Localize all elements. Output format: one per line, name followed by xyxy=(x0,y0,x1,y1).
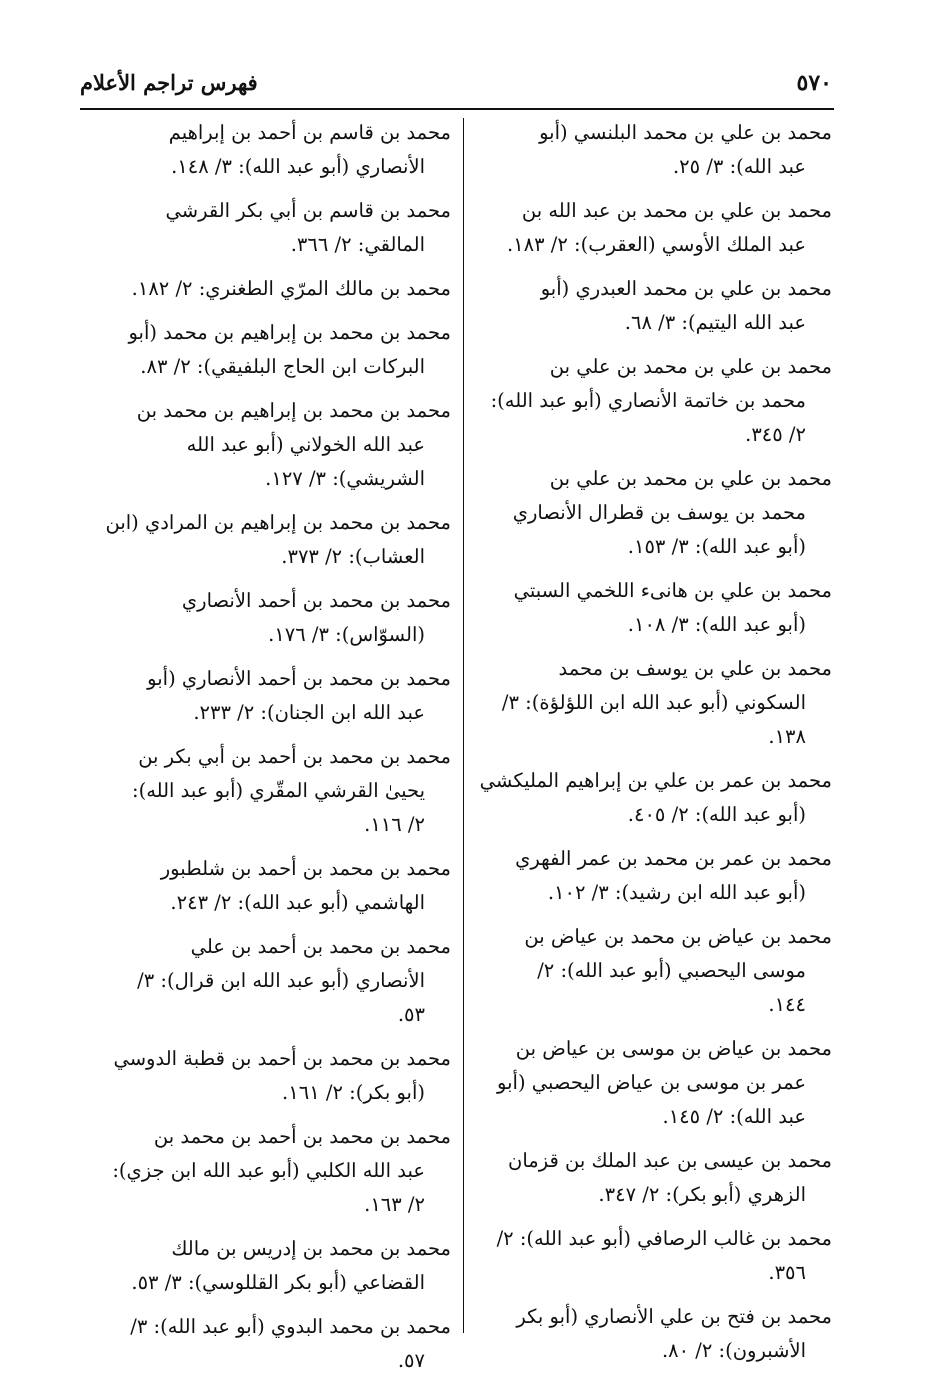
index-entry xyxy=(474,1032,832,1134)
entry-continuation-line: محمد بن خاتمة الأنصاري (أبو عبد الله): xyxy=(490,389,806,412)
index-entry xyxy=(474,462,832,564)
index-entry xyxy=(88,662,451,730)
index-entry xyxy=(474,194,832,262)
index-entry xyxy=(474,272,832,340)
entry-continuation-line: عمر بن موسى بن عياض اليحصبي (أبو xyxy=(497,1071,806,1094)
entry-continuation-line: الهاشمي (أبو عبد الله): ٢/ ٢٤٣. xyxy=(170,891,425,914)
entry-continuation-line: موسى اليحصبي (أبو عبد الله): ٢/ xyxy=(537,959,806,982)
entry-continuation-line: يحيىٰ القرشي المقّري (أبو عبد الله): xyxy=(132,779,425,802)
entry-continuation-line: المالقي: ٢/ ٣٦٦. xyxy=(290,233,425,256)
entry-name-line: محمد بن محمد بن إبراهيم بن محمد بن xyxy=(136,399,451,422)
entry-name-line: محمد بن محمد بن أحمد بن قطبة الدوسي xyxy=(113,1047,451,1070)
entry-continuation-line: ١٣٨. xyxy=(768,725,806,748)
entry-name-line: محمد بن علي بن محمد العبدري (أبو xyxy=(540,277,832,300)
index-entry xyxy=(88,316,451,384)
entry-continuation-line: الشريشي): ٣/ ١٢٧. xyxy=(265,467,425,490)
entry-name-line: محمد بن علي بن محمد بن علي بن xyxy=(549,355,832,378)
entry-continuation-line: عبد الله): ٢/ ١٤٥. xyxy=(662,1105,806,1128)
entry-continuation-line: القضاعي (أبو بكر القللوسي): ٣/ ٥٣. xyxy=(131,1271,425,1294)
entry-continuation-line: ٢/ ٣٤٥. xyxy=(745,423,806,446)
index-entry xyxy=(88,394,451,496)
entry-name-line: محمد بن محمد بن أحمد بن شلطبور xyxy=(160,857,451,880)
entry-continuation-line: ١٤٤. xyxy=(768,993,806,1016)
entry-name-line: محمد بن محمد بن إدريس بن مالك xyxy=(171,1237,451,1260)
header-rule xyxy=(80,108,834,110)
index-entry xyxy=(474,842,832,910)
entry-name-line: محمد بن عياض بن محمد بن عياض بن xyxy=(524,925,832,948)
index-entry xyxy=(88,852,451,920)
index-entry xyxy=(88,930,451,1032)
index-entry xyxy=(88,1310,451,1378)
entry-continuation-line: عبد الله الكلبي (أبو عبد الله ابن جزي): xyxy=(112,1159,425,1182)
index-entry xyxy=(88,116,451,184)
entry-name-line: محمد بن محمد بن أحمد بن علي xyxy=(190,935,451,958)
entry-continuation-line: عبد الله ابن الجنان): ٢/ ٢٣٣. xyxy=(193,701,425,724)
index-entry xyxy=(88,584,451,652)
index-entry xyxy=(474,1144,832,1212)
index-entry xyxy=(474,764,832,832)
index-entry xyxy=(88,1232,451,1300)
entry-continuation-line: الزهري (أبو بكر): ٢/ ٣٤٧. xyxy=(598,1183,806,1206)
index-entry xyxy=(88,506,451,574)
entry-continuation-line: الأشبرون): ٢/ ٨٠. xyxy=(661,1339,806,1362)
entry-name-line: محمد بن محمد بن أحمد الأنصاري (أبو xyxy=(147,667,451,690)
entry-continuation-line: (أبو بكر): ٢/ ١٦١. xyxy=(282,1081,425,1104)
index-entry xyxy=(474,920,832,1022)
entry-name-line: محمد بن علي بن هانىء اللخمي السبتي xyxy=(513,579,832,602)
running-title: فهرس تراجم الأعلام xyxy=(80,70,258,95)
entry-name-line: محمد بن علي بن محمد البلنسي (أبو xyxy=(539,121,832,144)
index-entry xyxy=(88,1042,451,1110)
index-entry xyxy=(474,116,832,184)
entry-name-line: محمد بن غالب الرصافي (أبو عبد الله): ٢/ xyxy=(496,1227,832,1250)
entry-continuation-line: (أبو عبد الله ابن رشيد): ٣/ ١٠٢. xyxy=(547,881,806,904)
entry-name-line: محمد بن محمد البدوي (أبو عبد الله): ٣/ xyxy=(130,1315,451,1338)
entry-name-line: محمد بن علي بن محمد بن عبد الله بن xyxy=(521,199,832,222)
entry-continuation-line: السكوني (أبو عبد الله ابن اللؤلؤة): ٣/ xyxy=(501,691,806,714)
entry-continuation-line: ٥٧. xyxy=(397,1349,425,1372)
entry-name-line: محمد بن علي بن محمد بن علي بن xyxy=(549,467,832,490)
index-entry xyxy=(88,740,451,842)
index-entry xyxy=(474,1222,832,1290)
index-entry xyxy=(88,194,451,262)
entry-name-line: محمد بن علي بن يوسف بن محمد xyxy=(558,657,832,680)
page-number: ٥٧٠ xyxy=(796,70,832,96)
entry-continuation-line: محمد بن يوسف بن قطرال الأنصاري xyxy=(512,501,806,524)
entry-continuation-line: البركات ابن الحاج البلفيقي): ٢/ ٨٣. xyxy=(140,355,425,378)
column-divider xyxy=(463,118,464,1333)
entry-continuation-line: الأنصاري (أبو عبد الله): ٣/ ١٤٨. xyxy=(171,155,425,178)
entry-name-line: محمد بن عياض بن موسى بن عياض بن xyxy=(515,1037,832,1060)
right-column xyxy=(474,116,832,1378)
entry-name-line: محمد بن عمر بن محمد بن عمر الفهري xyxy=(515,847,832,870)
entry-continuation-line: ٢/ ١٦٣. xyxy=(364,1193,425,1216)
entry-name-line: محمد بن عيسى بن عبد الملك بن قزمان xyxy=(508,1149,832,1172)
entry-name-line: محمد بن قاسم بن أبي بكر القرشي xyxy=(165,199,451,222)
entry-name-line: محمد بن مالك المرّي الطغنري: ٢/ ١٨٢. xyxy=(131,277,451,300)
entry-continuation-line: الأنصاري (أبو عبد الله ابن قرال): ٣/ xyxy=(137,969,425,992)
index-entry xyxy=(474,1300,832,1368)
index-entry xyxy=(88,1120,451,1222)
entry-continuation-line: (أبو عبد الله): ٢/ ٤٠٥. xyxy=(627,803,806,826)
entry-name-line: محمد بن قاسم بن أحمد بن إبراهيم xyxy=(168,121,451,144)
entry-continuation-line: (السوّاس): ٣/ ١٧٦. xyxy=(268,623,425,646)
entry-continuation-line: ٢/ ١١٦. xyxy=(364,813,425,836)
entry-continuation-line: عبد الله الخولاني (أبو عبد الله xyxy=(186,433,425,456)
entry-continuation-line: (أبو عبد الله): ٣/ ١٥٣. xyxy=(627,535,806,558)
entry-continuation-line: (أبو عبد الله): ٣/ ١٠٨. xyxy=(627,613,806,636)
index-entry xyxy=(474,652,832,754)
entry-name-line: محمد بن محمد بن أحمد بن أبي بكر بن xyxy=(138,745,451,768)
entry-continuation-line: عبد الله): ٣/ ٢٥. xyxy=(672,155,806,178)
index-entry xyxy=(474,574,832,642)
index-entry xyxy=(88,272,451,306)
entry-name-line: محمد بن محمد بن إبراهيم بن المرادي (ابن xyxy=(105,511,451,534)
entry-name-line: محمد بن محمد بن أحمد الأنصاري xyxy=(181,589,451,612)
entry-name-line: محمد بن محمد بن أحمد بن محمد بن xyxy=(153,1125,451,1148)
left-column xyxy=(88,116,451,1388)
entry-continuation-line: ٣٥٦. xyxy=(768,1261,806,1284)
entry-name-line: محمد بن محمد بن إبراهيم بن محمد (أبو xyxy=(128,321,451,344)
entry-continuation-line: ٥٣. xyxy=(397,1003,425,1026)
entry-continuation-line: العشاب): ٢/ ٣٧٣. xyxy=(281,545,425,568)
entry-continuation-line: عبد الله اليتيم): ٣/ ٦٨. xyxy=(624,311,806,334)
index-entry xyxy=(474,350,832,452)
entry-name-line: محمد بن عمر بن علي بن إبراهيم المليكشي xyxy=(479,769,832,792)
page-header xyxy=(80,68,832,104)
entry-name-line: محمد بن فتح بن علي الأنصاري (أبو بكر xyxy=(516,1305,832,1328)
entry-continuation-line: عبد الملك الأوسي (العقرب): ٢/ ١٨٣. xyxy=(506,233,806,256)
